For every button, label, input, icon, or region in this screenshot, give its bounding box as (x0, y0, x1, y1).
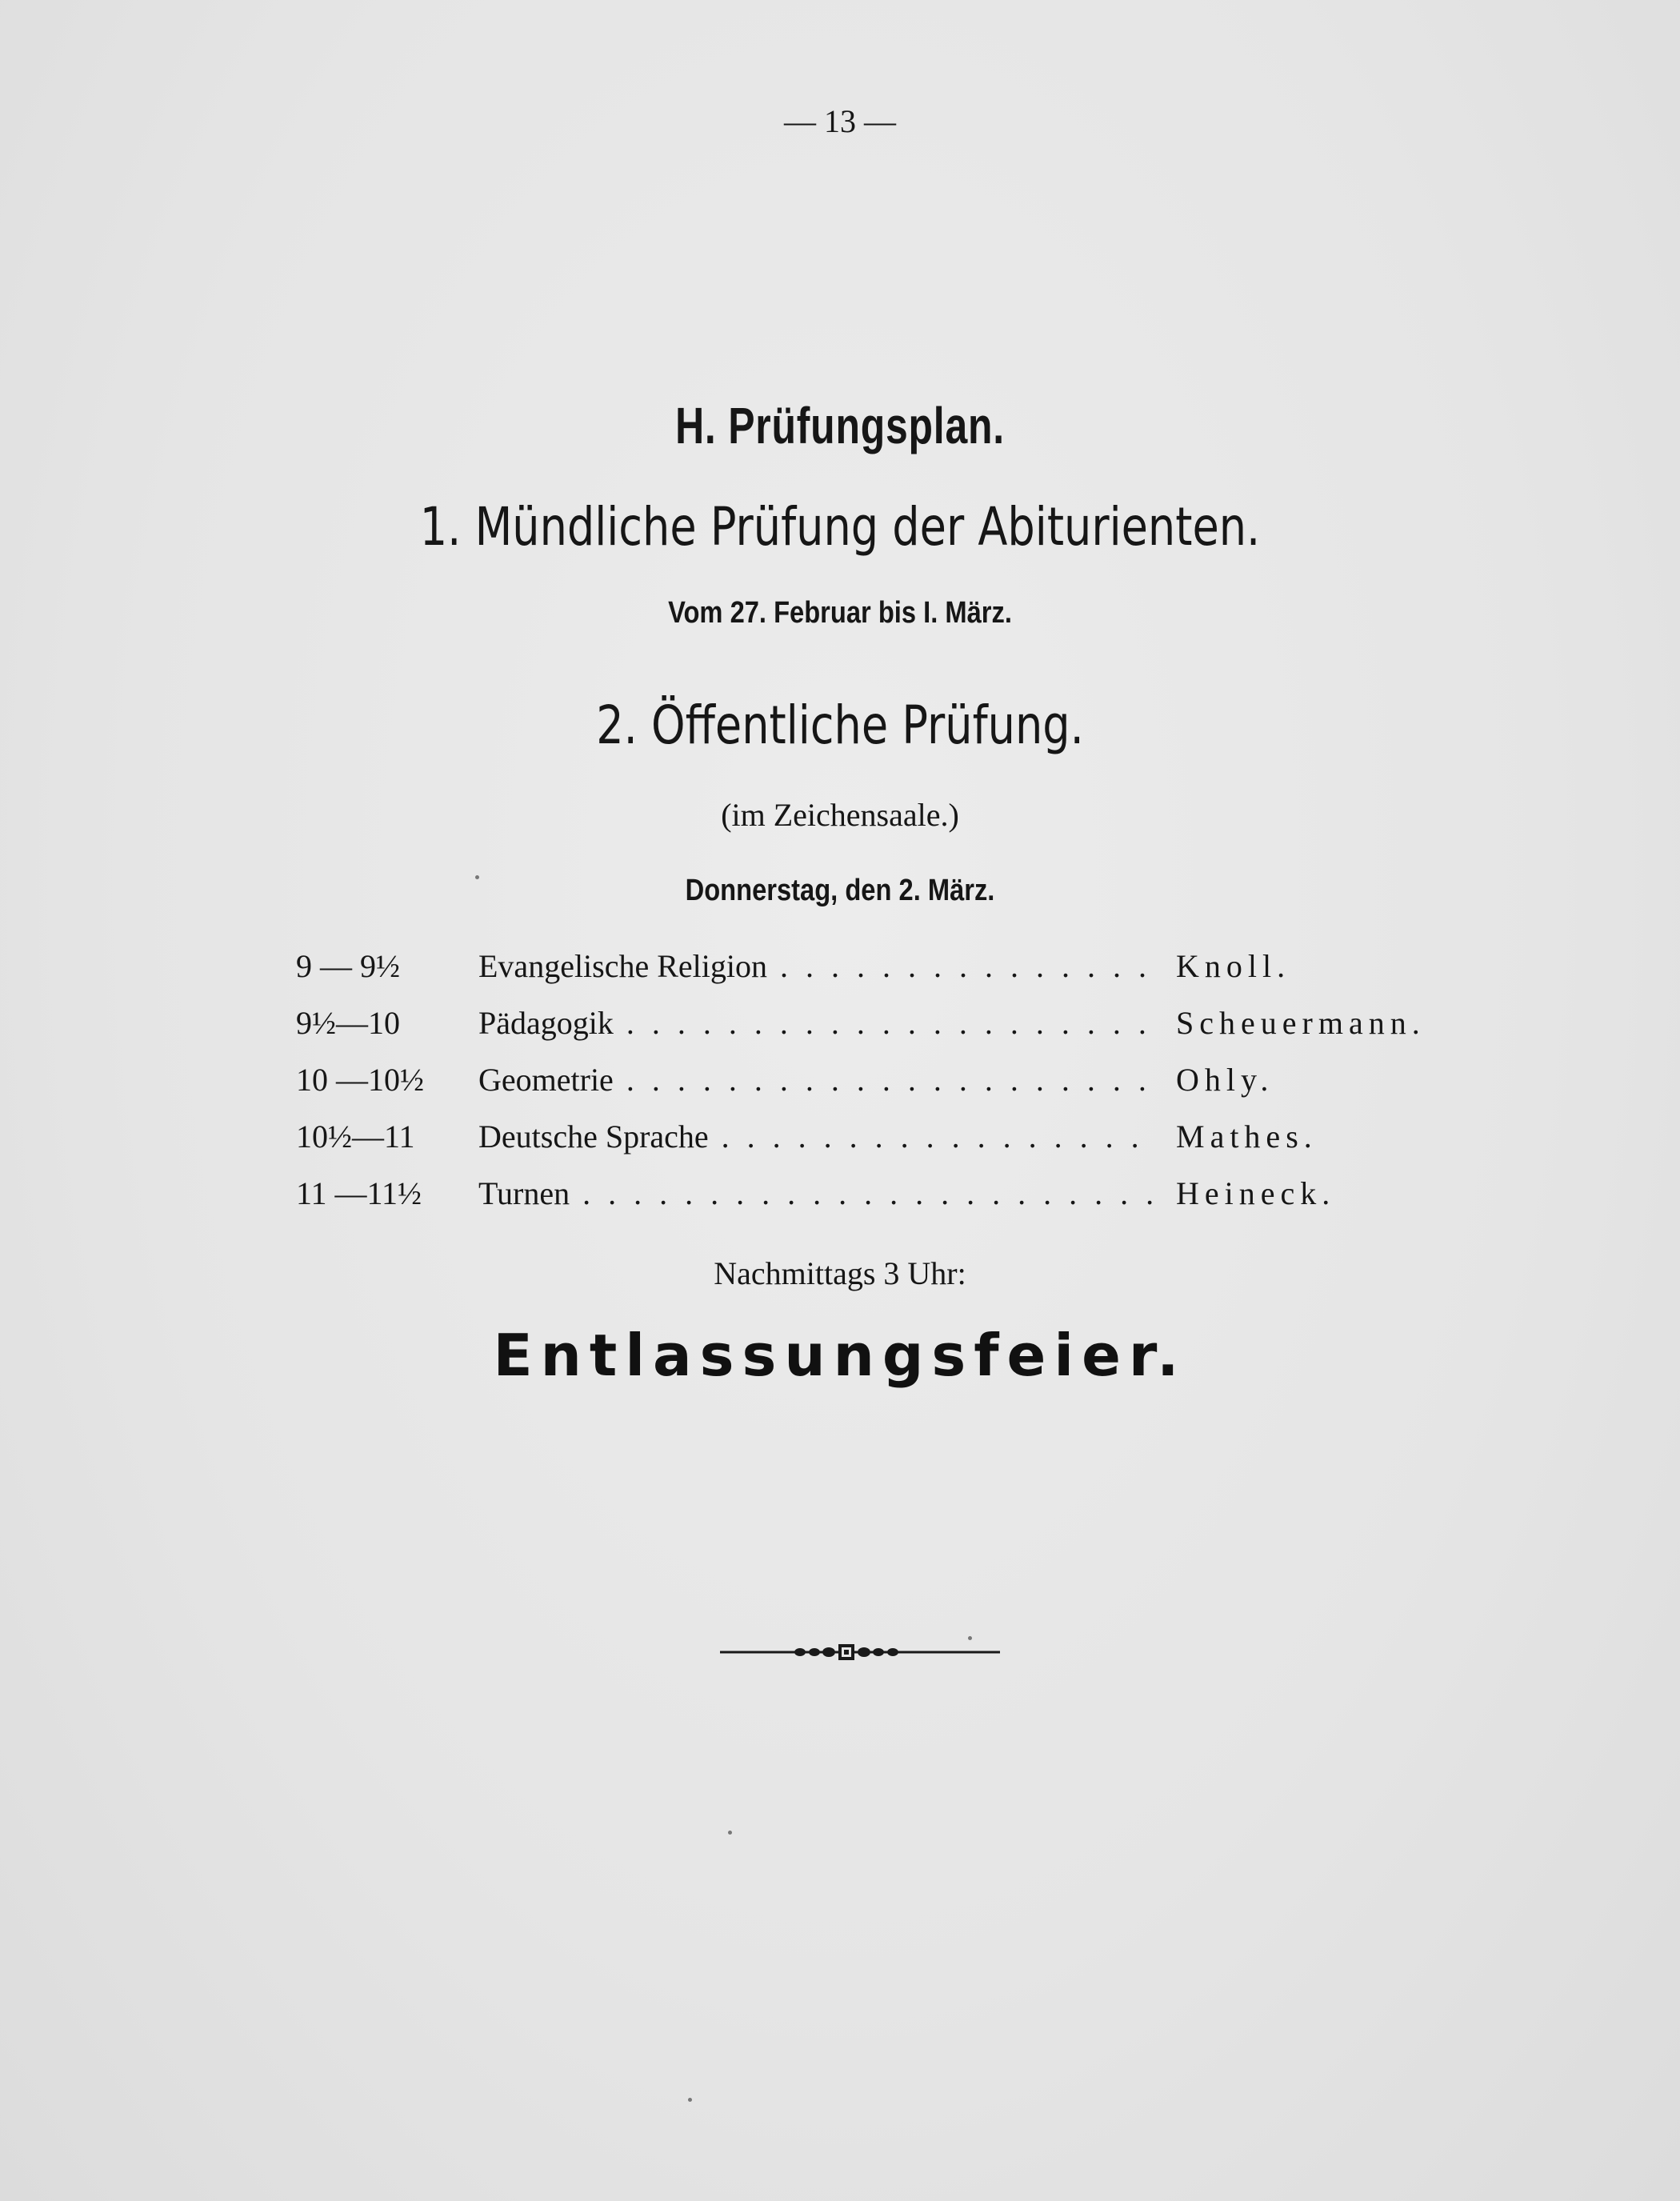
public-exam-heading: 2. Öffentliche Prüfung. (596, 694, 1084, 756)
schedule-row (296, 1060, 1496, 1117)
schedule-row (296, 1174, 1496, 1231)
schedule-row (296, 1003, 1496, 1060)
print-speck (728, 1831, 732, 1835)
schedule-row (296, 1117, 1496, 1174)
public-exam-location: (im Zeichensaale.) (721, 797, 959, 833)
print-speck (968, 1636, 972, 1640)
schedule-subject: Deutsche Sprache . . . (478, 1117, 1158, 1157)
schedule-teacher: Mathes. (1176, 1119, 1318, 1155)
schedule-subject: Pädagogik . . . (478, 1003, 1158, 1043)
schedule-row (296, 946, 1496, 1003)
exam-schedule (296, 946, 1496, 1231)
oral-exam-date: Vom 27. Februar bis I. März. (668, 596, 1012, 630)
schedule-time: 10½—11 (296, 1119, 415, 1155)
public-exam-date: Donnerstag, den 2. März. (685, 874, 995, 907)
schedule-time: 11 —11½ (296, 1175, 422, 1211)
oral-exam-heading: 1. Mündliche Prüfung der Abiturienten. (419, 496, 1261, 558)
print-speck (475, 875, 479, 879)
page-number: — 13 — (784, 103, 896, 139)
schedule-subject: Geometrie . . . (478, 1060, 1158, 1100)
ceremony-title: Entlassungsfeier. (493, 1322, 1187, 1389)
schedule-subject: Turnen . . . (478, 1174, 1158, 1214)
schedule-teacher: Heineck. (1176, 1175, 1336, 1211)
schedule-teacher: Knoll. (1176, 948, 1291, 984)
schedule-teacher: Scheuermann. (1176, 1005, 1426, 1041)
section-heading: H. Prüfungsplan. (675, 397, 1005, 454)
schedule-time: 10 —10½ (296, 1062, 424, 1098)
schedule-teacher: Ohly. (1176, 1062, 1274, 1098)
schedule-time: 9½—10 (296, 1005, 400, 1041)
schedule-subject: Evangelische Religion . . . (478, 946, 1158, 986)
ornament-divider-icon (720, 1639, 1000, 1663)
afternoon-time: Nachmittags 3 Uhr: (714, 1255, 966, 1291)
schedule-time: 9 — 9½ (296, 948, 400, 984)
print-speck (688, 2098, 692, 2102)
